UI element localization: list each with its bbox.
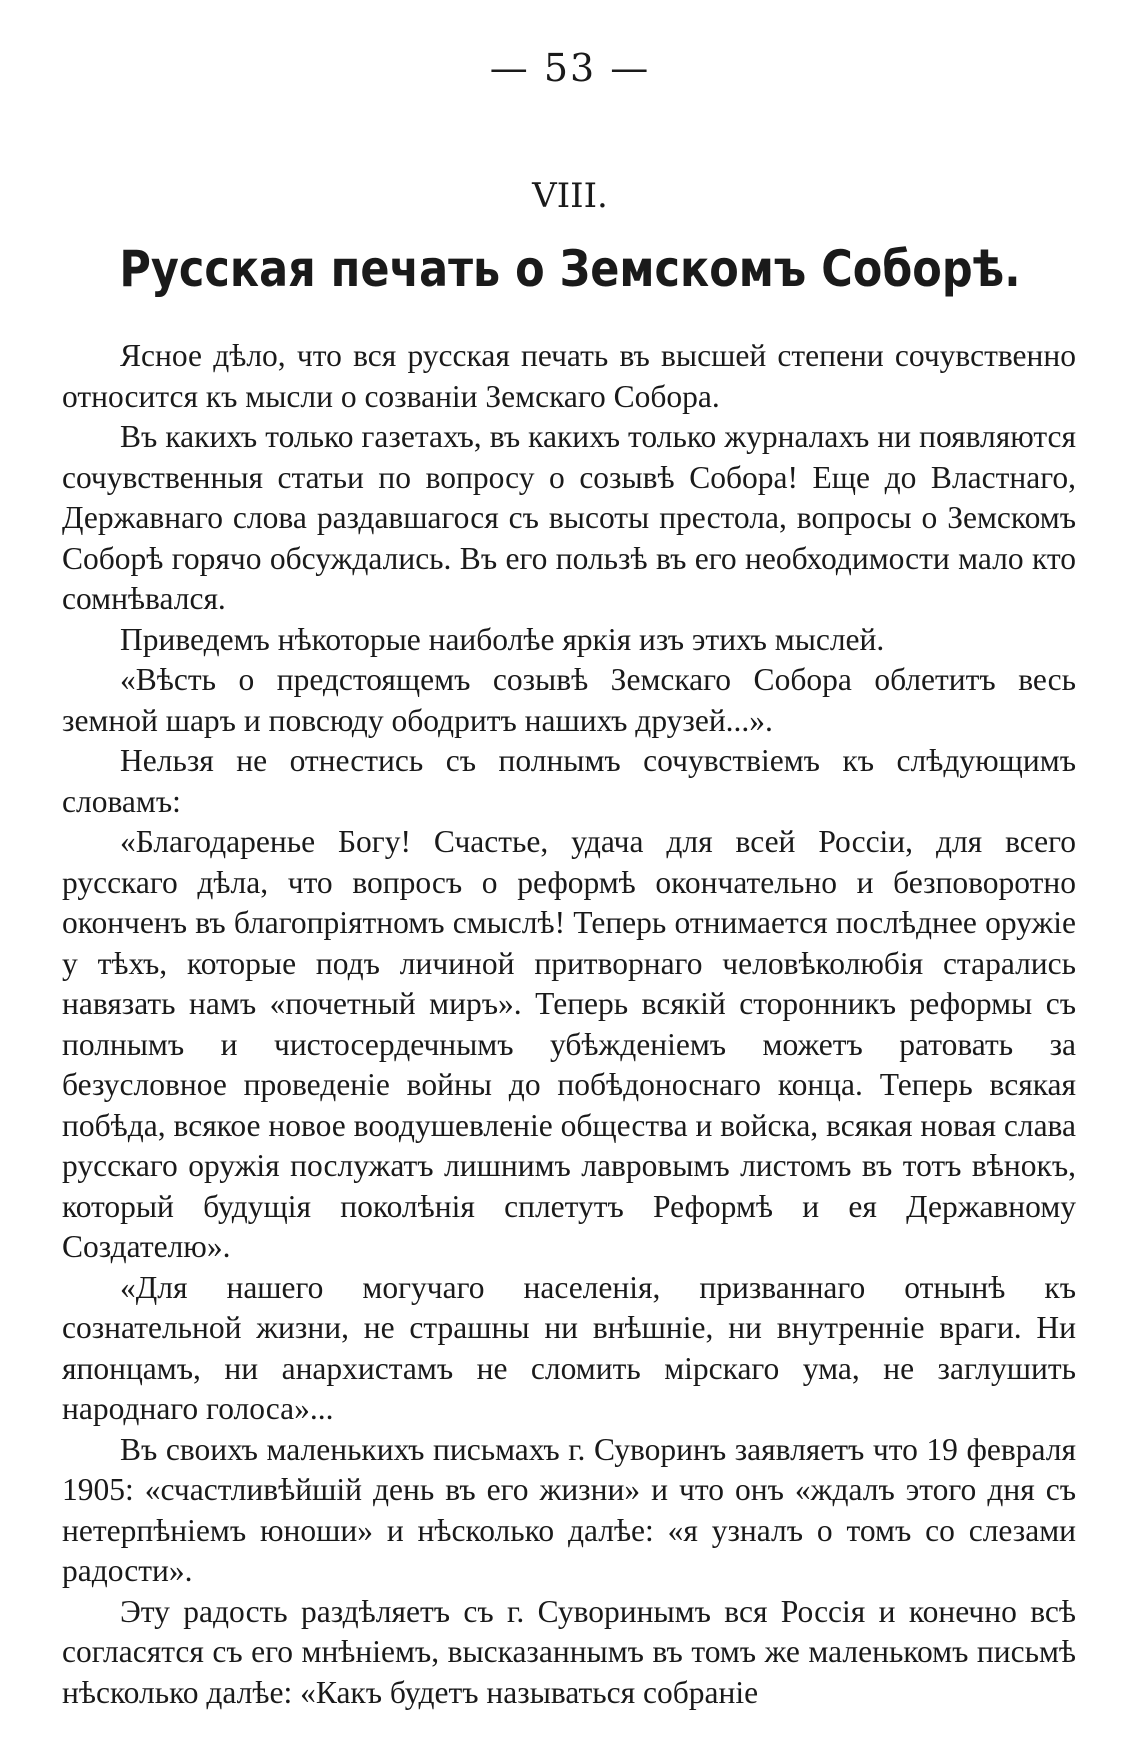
paragraph: Приведемъ нѣкоторые наиболѣе яркія изъ этихъ мыслей. bbox=[120, 621, 885, 657]
paragraph: Нельзя не отнестись съ полнымъ сочувствіемъ къ слѣдующимъ словамъ: bbox=[62, 743, 1076, 819]
paragraph: «Благодаренье Богу! Счастье, удача для всей Россіи, для всего русскаго дѣла, что вопросъ о реформѣ окончательно и безповоротно оконченъ въ благопріятномъ смыслѣ! Теперь отнимается послѣднее оружіе у тѣхъ, которые подъ личиной притворнаго человѣколюбія старались навязать намъ «почетный миръ». Теперь всякій сторонникъ реформы съ полнымъ и чистосердечнымъ убѣжденіемъ можетъ ратовать за безусловное проведеніе войны до побѣдоноснаго конца. Теперь всякая побѣда, всякое новое воодушевленіе общества и войска, всякая новая слава русскаго оружія послужатъ лишнимъ лавровымъ листомъ въ тотъ вѣнокъ, который будущія поколѣнія сплетутъ Реформѣ и ея Державному Создателю». bbox=[62, 824, 1076, 1264]
paragraph: Въ какихъ только газетахъ, въ какихъ только журналахъ ни появляются сочувственныя статьи по вопросу о созывѣ Собора! Еще до Властнаго, Державнаго слова раздавшагося съ высоты престола, вопросы о Земскомъ Соборѣ горячо обсуждались. Въ его пользѣ въ его необходимости мало кто сомнѣвался. bbox=[62, 419, 1076, 616]
chapter-number: VIII. bbox=[532, 176, 608, 216]
body-text bbox=[62, 336, 1076, 1713]
paragraph: «Для нашего могучаго населенія, призваннаго отнынѣ къ сознательной жизни, не страшны ни внѣшніе, ни внутренніе враги. Ни японцамъ, ни анархистамъ не сломить мірскаго ума, не заглушить народнаго голоса»... bbox=[62, 1269, 1076, 1426]
paragraph: Ясное дѣло, что вся русская печать въ высшей степени сочувственно относится къ мысли о созваніи Земскаго Собора. bbox=[62, 338, 1076, 414]
paragraph: Въ своихъ маленькихъ письмахъ г. Суворинъ заявляетъ что 19 февраля 1905: «счастливѣйшій день въ его жизни» и что онъ «ждалъ этого дня съ нетерпѣніемъ юноши» и нѣсколько далѣе: «я узналъ о томъ со слезами радости». bbox=[62, 1431, 1076, 1588]
chapter-title: Русская печать о Земскомъ Соборѣ. bbox=[119, 240, 1021, 298]
paragraph: «Вѣсть о предстоящемъ созывѣ Земскаго Собора облетитъ весь земной шаръ и повсюду ободритъ нашихъ друзей...». bbox=[62, 662, 1076, 738]
page-number: — 53 — bbox=[489, 46, 651, 90]
paragraph: Эту радость раздѣляетъ съ г. Суворинымъ вся Россія и конечно всѣ согласятся съ его мнѣніемъ, высказаннымъ въ томъ же маленькомъ письмѣ нѣсколько далѣе: «Какъ будетъ называться собраніе bbox=[62, 1593, 1076, 1710]
